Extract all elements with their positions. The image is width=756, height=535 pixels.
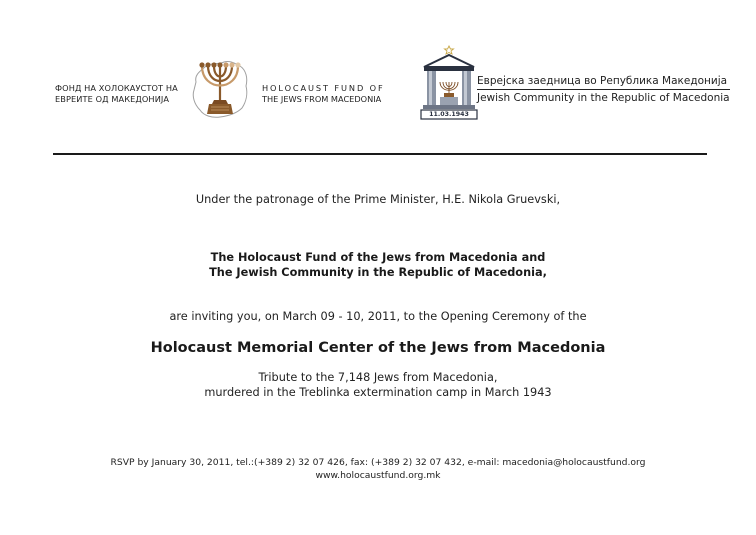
hosts-heading (0, 250, 756, 280)
header-divider (53, 153, 707, 155)
founding-date-label: 11.03.1943 (429, 111, 469, 118)
fund-name-macedonian (55, 83, 178, 105)
event-title: Holocaust Memorial Center of the Jews from Macedonia (150, 340, 606, 356)
fund-name-en-line2: THE JEWS FROM MACEDONIA (262, 94, 382, 104)
community-name-mk: Еврејска заедница во Република Македонија (477, 74, 730, 90)
hosts-line2: The Jewish Community in the Republic of Macedonia, (209, 266, 547, 279)
patronage-text: Under the patronage of the Prime Minister, H.E. Nikola Gruevski, (195, 193, 561, 206)
rsvp-footer (0, 457, 756, 482)
fund-name-english (262, 83, 385, 105)
invitation-text: are inviting you, on March 09 - 10, 2011, to the Opening Ceremony of the (169, 310, 587, 323)
menorah-on-macedonia-map-icon (188, 56, 252, 122)
fund-name-en-line1: HOLOCAUST FUND OF (262, 83, 385, 93)
community-name (477, 74, 730, 105)
website-link[interactable]: www.holocaustfund.org.mk (315, 469, 441, 481)
tribute-line1: Tribute to the 7,148 Jews from Macedonia, (258, 371, 498, 384)
fund-name-mk-line2: ЕВРЕИТЕ ОД МАКЕДОНИЈА (55, 94, 170, 104)
fund-name-mk-line1: ФОНД НА ХОЛОКАУСТОТ НА (55, 83, 178, 93)
temple-with-menorah-icon (420, 45, 480, 121)
hosts-line1: The Holocaust Fund of the Jews from Macedonia and (210, 251, 546, 264)
rsvp-contact-line: RSVP by January 30, 2011, tel.:(+389 2) 32 07 426, fax: (+389 2) 32 07 432, e-mail: macedonia@holocaustfund.org (110, 457, 646, 468)
tribute-line2: murdered in the Treblinka extermination camp in March 1943 (204, 385, 552, 399)
community-name-en: Jewish Community in the Republic of Macedonia (477, 92, 730, 104)
tribute-text (0, 371, 756, 400)
